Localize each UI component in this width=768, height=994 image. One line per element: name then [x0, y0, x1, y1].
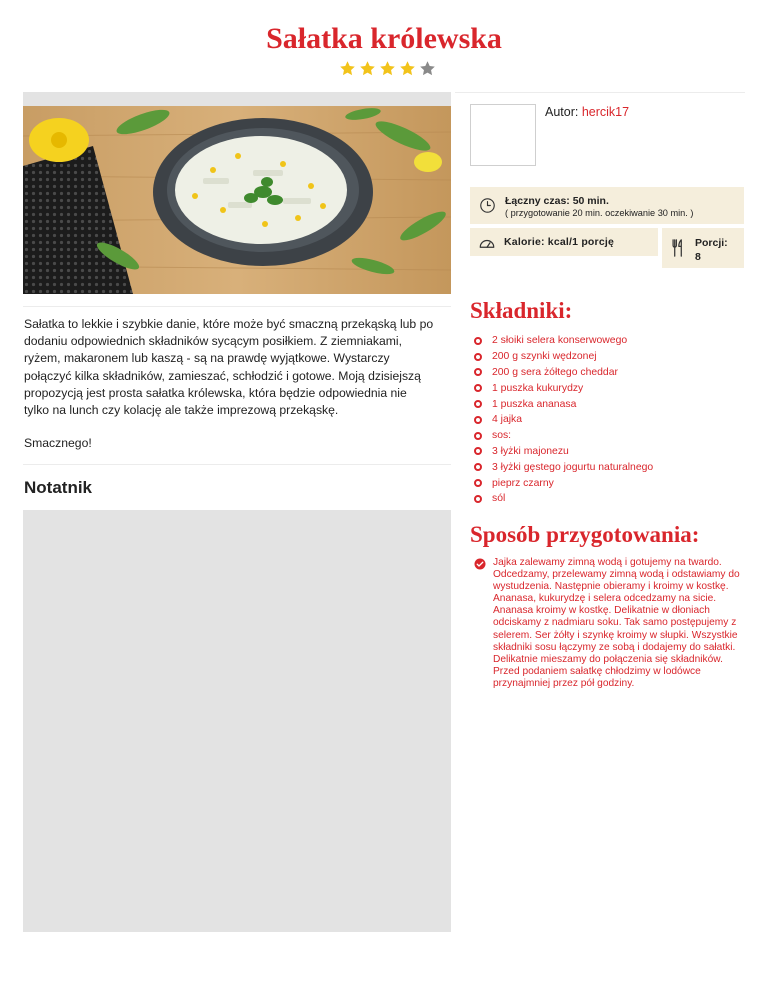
bullet-icon [474, 337, 482, 345]
ingredient-item[interactable]: pieprz czarny [474, 475, 653, 491]
preparation-step[interactable] [474, 557, 746, 690]
ingredient-item[interactable]: 200 g szynki wędzonej [474, 349, 653, 365]
ingredient-item[interactable]: 1 puszka ananasa [474, 396, 653, 412]
ingredient-item[interactable]: 3 łyżki majonezu [474, 444, 653, 460]
author-line [545, 105, 629, 119]
bullet-icon [474, 368, 482, 376]
ingredient-item[interactable]: 200 g sera żółtego cheddar [474, 365, 653, 381]
star-filled-icon[interactable] [399, 60, 416, 77]
total-time-label: Łączny czas: 50 min. [505, 195, 609, 207]
ingredients-title: Składniki: [470, 298, 573, 323]
ingredient-item[interactable]: 1 puszka kukurydzy [474, 380, 653, 396]
description-paragraph: Sałatka to lekkie i szybkie danie, które może być smaczną przekąską lub po dodaniu odpowiednich składników sycącym posiłkiem. Z ziemniakami, ryżem, makaronem lub kaszą - są na prawdę wyjątkowe. Wystarczy połączyć kilka składników, zamieszać, schłodzić i gotowe. Moją dzisiejszą propozycją jest prosta sałatka królewska, która będzie odpowiednia nie tylko na lunch czy kolację ale także imprezową przekąskę. [24, 317, 434, 418]
bullet-icon [474, 400, 482, 408]
calories-box [470, 228, 658, 256]
ingredient-item[interactable]: sos: [474, 428, 653, 444]
gauge-icon [478, 234, 496, 250]
time-breakdown: ( przygotowanie 20 min. oczekiwanie 30 min. ) [505, 208, 694, 218]
bullet-icon [474, 479, 482, 487]
divider [23, 464, 451, 465]
clock-icon [479, 197, 496, 214]
preparation-title: Sposób przygotowania: [470, 522, 700, 547]
ingredient-item[interactable]: 3 łyżki gęstego jogurtu naturalnego [474, 459, 653, 475]
bullet-icon [474, 447, 482, 455]
bullet-icon [474, 384, 482, 392]
bullet-icon [474, 416, 482, 424]
ingredients-list [474, 333, 653, 507]
bullet-icon [474, 353, 482, 361]
notes-title: Notatnik [24, 478, 92, 497]
author-name-link[interactable]: hercik17 [581, 105, 630, 119]
star-filled-icon[interactable] [359, 60, 376, 77]
divider [23, 306, 451, 307]
portions-value: 8 [695, 251, 701, 263]
ingredient-item[interactable]: sól [474, 491, 653, 507]
bullet-icon [474, 463, 482, 471]
recipe-photo [23, 106, 451, 294]
recipe-title: Sałatka królewska [266, 22, 502, 55]
portions-box [662, 228, 744, 268]
calories-label: Kalorie: kcal/1 porcję [504, 236, 615, 248]
portions-label-text: Porcji: [695, 237, 728, 249]
star-empty-icon[interactable] [419, 60, 436, 77]
author-label: Autor: [545, 105, 579, 119]
bullet-icon [474, 432, 482, 440]
recipe-description [24, 316, 434, 452]
rating-stars[interactable] [339, 60, 436, 77]
notes-area[interactable] [23, 510, 451, 932]
description-paragraph: Smacznego! [24, 436, 92, 451]
ingredient-item[interactable]: 2 słoiki selera konserwowego [474, 333, 653, 349]
recipe-photo-frame [23, 92, 451, 294]
author-avatar[interactable] [470, 104, 536, 166]
star-filled-icon[interactable] [339, 60, 356, 77]
check-circle-icon [474, 558, 486, 570]
bullet-icon [474, 495, 482, 503]
star-filled-icon[interactable] [379, 60, 396, 77]
cutlery-icon [671, 239, 685, 257]
total-time-box [470, 187, 744, 224]
portions-label [695, 236, 741, 264]
preparation-step-text: Jajka zalewamy zimną wodą i gotujemy na twardo. Odcedzamy, przelewamy zimną wodą i odstawiamy do wystudzenia. Następnie obieramy i kroimy w kostkę. Ananasa, kukurydzę i selera odcedzamy na sicie. Ananasa kroimy w kostkę. Delikatnie w dłoniach odciskamy z nadmiaru soku. Tak samo postępujemy z selerem. Ser żółty i szynkę kroimy w słupki. Wszystkie składniki sosu łączymy ze sobą i dodajemy do sałatki. Delikatnie mieszamy do połączenia się składników. Przed podaniem sałatkę chłodzimy w lodówce przynajmniej przez pół godziny. [493, 557, 740, 689]
ingredient-item[interactable]: 4 jajka [474, 412, 653, 428]
divider [455, 92, 745, 93]
